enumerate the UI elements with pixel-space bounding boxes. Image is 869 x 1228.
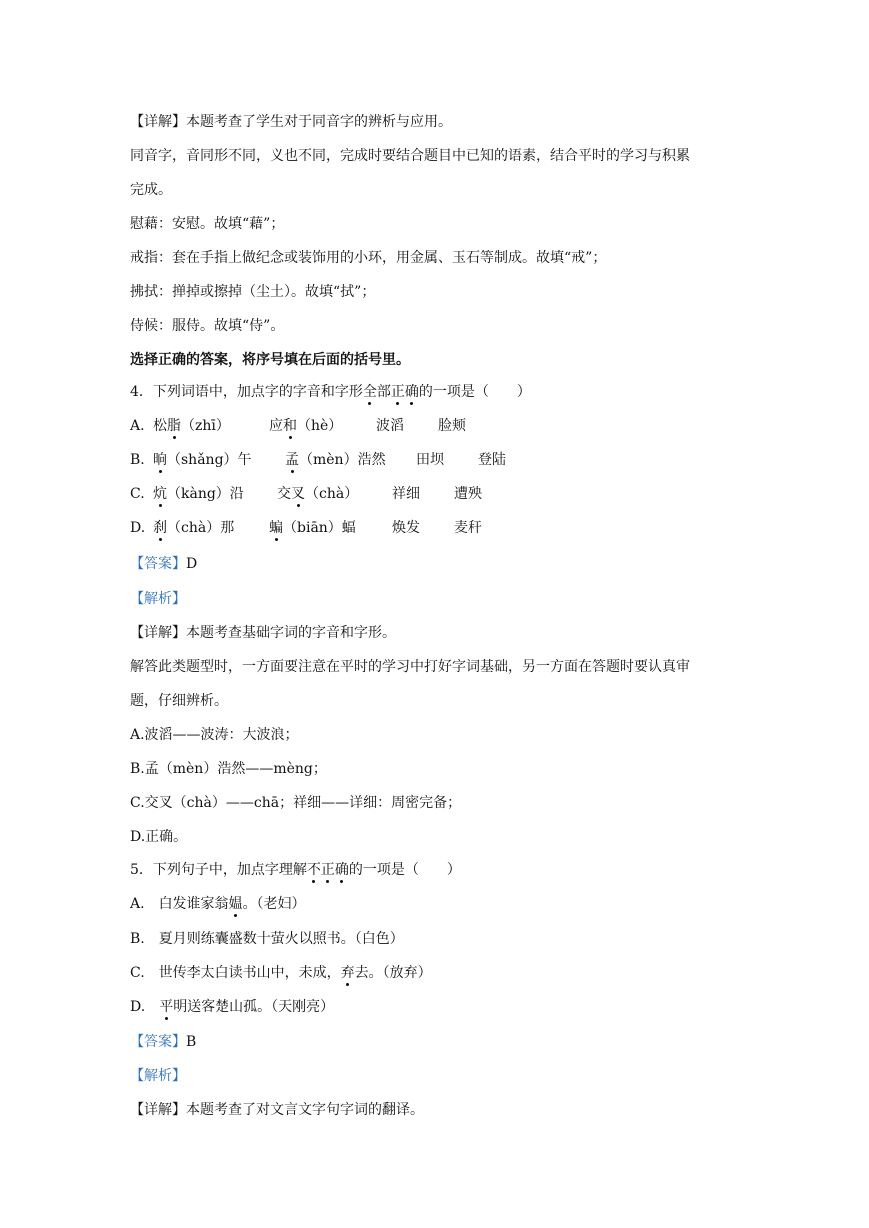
option-word: 炕（kàng）沿 (153, 486, 244, 502)
paragraph-line: B.孟（mèn）浩然——mèng； (130, 761, 327, 777)
dotted-char: 不 (306, 862, 321, 878)
option-word: 孟（mèn）浩然 (285, 452, 386, 468)
q5-analysis-tag: 【解析】 (130, 1068, 186, 1084)
option-word: 晌（shǎng）午 (153, 452, 252, 468)
option-word: 祥细 (392, 486, 420, 502)
paragraph-line: 侍候：服侍。故填“侍”。 (130, 318, 285, 334)
detail-tag: 【详解】 (130, 625, 186, 641)
paragraph-line: 题，仔细辨析。 (130, 693, 228, 709)
detail-tag: 【详解】 (130, 114, 186, 130)
dotted-char: 确 (404, 384, 419, 400)
q4-answer (130, 555, 197, 573)
dotted-char: 全 (362, 384, 377, 400)
q5-stem: 5．下列句子中，加点字理解不正确的一项是（ ） (130, 862, 461, 878)
answer-tag: 【答案】 (130, 1034, 186, 1050)
paragraph-line: C.交叉（chà）——chā；祥细——详细：周密完备； (130, 795, 462, 811)
q5-detail: 【详解】本题考查了对文言文字句字词的翻译。 (130, 1102, 424, 1118)
document-page: 【详解】本题考查了学生对于同音字的辨析与应用。 同音字，音同形不同，义也不同，完成时要结合题目中已知的语素，结合平时的学习与积累 完成。 慰藉：安慰。故填“藉”； 戒指：套在手指上做纪念或装饰用的小环，用金属、玉石等制成。故填“戒”； 拂拭：掸掉或擦掉（尘土）。故填“拭”； 侍候：服侍。故填“侍”。 选择正确的答案，将序号填在后面的括号里。 4．下列词语中，加点字的字音和字形全部正确的一项是（ ） A. 松脂（zhī） 应和（hè） 波滔 脸颊 B. 晌（shǎng）午 孟（mèn）浩然 田坝 登陆 C. 炕（kàng）沿 交叉（chà） 祥细 遭殃 D. 刹（chà）那 蝙（biān）蝠 焕发 麦秆 【答案】D 【解析】 【详解】本题考查基础字词的字音和字形。 解答此类题型时，一方面要注意在平时的学习中打好字词基础，另一方面在答题时要认真审 题，仔细辨析。 A.波滔——波涛：大波浪； B.孟（mèn）浩然——mèng； C.交叉（chà）——chā；祥细——详细：周密完备； D.正确。 5．下列句子中，加点字理解不正确的一项是（ ） A. 白发谁家翁媪。（老妇） B. 夏月则练囊盛数十萤火以照书。（白色） C. 世传李太白读书山中，未成，弃去。（放弃） D. 平明送客楚山孤。（天刚亮） 【答案】B 【解析】 【详解】本题考查了对文言文字句字词的翻译。 (130, 114, 690, 1118)
q4-analysis-tag: 【解析】 (130, 591, 186, 607)
dotted-char: 弃 (340, 965, 355, 981)
option-word: 登陆 (478, 452, 506, 468)
dotted-char: 叉 (291, 486, 305, 502)
paragraph-line: D.正确。 (130, 829, 188, 845)
dotted-char: 媪 (228, 896, 243, 912)
option-word: 田坝 (416, 452, 444, 468)
q4-detail: 【详解】本题考查基础字词的字音和字形。 (130, 625, 396, 641)
paragraph-line: 完成。 (130, 182, 172, 198)
q5-option-c: C. 世传李太白读书山中，未成，弃去。（放弃） (130, 965, 432, 981)
detail-text: 本题考查了学生对于同音字的辨析与应用。 (186, 114, 452, 130)
detail-line-1 (130, 113, 452, 131)
dotted-char: 确 (334, 862, 349, 878)
q5-answer (130, 1033, 196, 1051)
option-word: 脸颊 (438, 418, 466, 434)
q5-option-d: D. 平明送客楚山孤。（天刚亮） (130, 999, 335, 1015)
paragraph-line: 解答此类题型时，一方面要注意在平时的学习中打好字词基础，另一方面在答题时要认真审 (130, 659, 690, 675)
option-word: 遭殃 (454, 486, 482, 502)
dotted-char: 孟 (285, 452, 299, 468)
option-word: 刹（chà）那 (153, 520, 235, 536)
option-word: 松脂（zhī） (153, 418, 230, 434)
option-word: 焕发 (392, 520, 420, 536)
option-word: 波滔 (376, 418, 404, 434)
paragraph-line: 戒指：套在手指上做纪念或装饰用的小环，用金属、玉石等制成。故填“戒”； (130, 250, 607, 266)
detail-tag: 【详解】 (130, 1102, 186, 1118)
dotted-char: 晌 (153, 452, 167, 468)
dotted-char: 蝙 (269, 520, 283, 536)
dotted-char: 和 (283, 418, 297, 434)
paragraph-line: 慰藉：安慰。故填“藉”； (130, 216, 285, 232)
dotted-char: 脂 (167, 418, 181, 434)
dotted-char: 正 (320, 862, 335, 878)
paragraph-line: 拂拭：掸掉或擦掉（尘土）。故填“拭”； (130, 284, 376, 300)
option-word: 应和（hè） (269, 418, 343, 434)
option-word: 麦秆 (454, 520, 482, 536)
answer-value: D (186, 556, 198, 572)
option-word: 交叉（chà） (277, 486, 359, 502)
dotted-char: 平 (159, 999, 174, 1015)
answer-tag: 【答案】 (130, 556, 186, 572)
q5-option-a: A. 白发谁家翁媪。（老妇） (130, 896, 306, 912)
q5-option-b: B. 夏月则练囊盛数十萤火以照书。（白色） (130, 931, 404, 947)
q4-stem: 4．下列词语中，加点字的字音和字形全部正确的一项是（ ） (130, 384, 531, 400)
paragraph-line: 同音字，音同形不同，义也不同，完成时要结合题目中已知的语素，结合平时的学习与积累 (130, 148, 690, 164)
dotted-char: 炕 (153, 486, 167, 502)
section-heading: 选择正确的答案，将序号填在后面的括号里。 (130, 352, 410, 368)
option-word: 蝙（biān）蝠 (269, 520, 356, 536)
dotted-char: 正 (390, 384, 405, 400)
dotted-char: 刹 (153, 520, 167, 536)
paragraph-line: A.波滔——波涛：大波浪； (130, 727, 299, 743)
answer-value: B (186, 1034, 197, 1050)
